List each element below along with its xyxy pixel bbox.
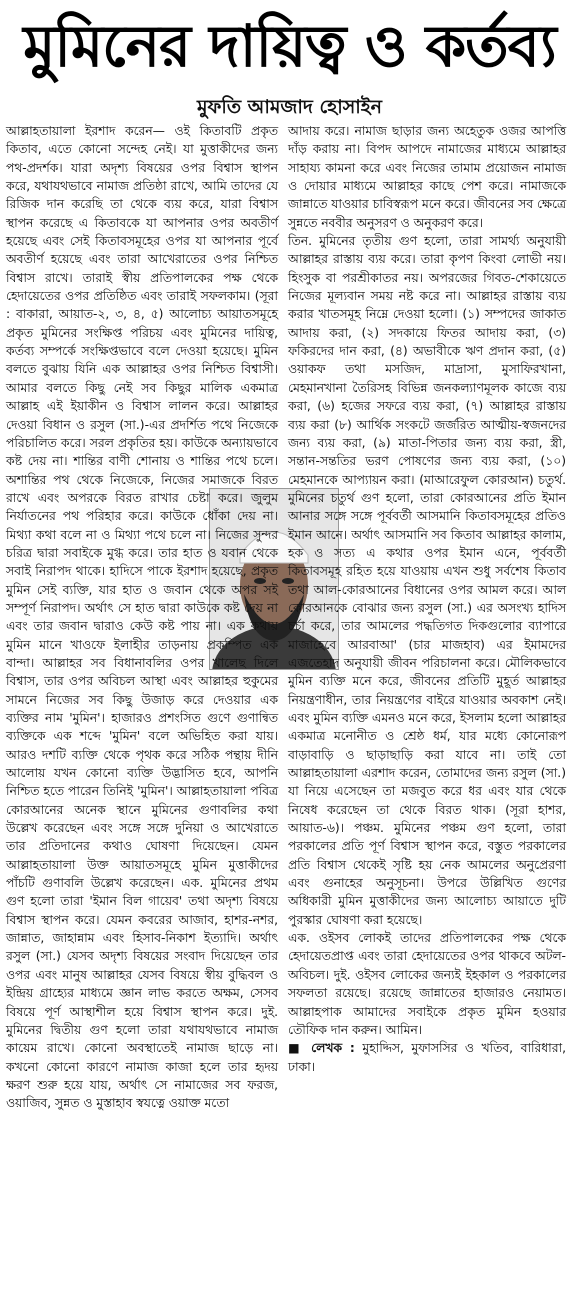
paragraph: তিন. মুমিনের তৃতীয় গুণ হলো, তারা সামর্থ্য অনুযায়ী আল্লাহর রাস্তায় ব্যয় করে। তারা কৃপণ কিংবা লোভী নয়। হিংসুক বা পরশ্রীকাতর নয়। অপরজের গিবত-শেকায়েতে নিজের মূল্যবান সময় নষ্ট করে না। আল্লাহর রাস্তায় ব্যয় করার খাতসমূহ নিম্নে দেওয়া হলো। (১) সম্পদের জাকাত আদায় করা, (২) সদকায়ে ফিতর আদায় করা, (৩) ফকিরদের দান করা, (৪) অভাবীকে ঋণ প্রদান করা, (৫) ওয়াকফ তথা মসজিদ, মাদ্রাসা, মুসাফিরখানা, মেহমানখানা তৈরিসহ বিভিন্ন জনকল্যাণমূলক কাজে ব্যয় করা, (৬) হজের সফরে ব্যয় করা, (৭) আল্লাহর রাস্তায় ব্যয় করা (৮) আর্থিক সংকটে জর্জরিত আত্মীয়-স্বজনদের জন্য ব্যয় করা, (৯) মাতা-পিতার জন্য ব্যয় করা, স্ত্রী, সন্তান-সন্ততির ভরণ পোষণের জন্য ব্যয় করা, (১০) মেহমানকে আপ্যায়ন করা। (মাআরেফুল কোরআন) চতুর্থ. মুমিনের চতুর্থ গুণ হলো, তারা কোরআনের প্রতি ইমান আনার সঙ্গে সঙ্গে পূর্ববর্তী আসমানি কিতাবসমূহের প্রতিও ইমান আনে। অর্থাৎ আসমানি সব কিতাব আল্লাহর কালাম, হক ও সত্য এ কথার ওপর ইমান এনে, পূর্ববর্তী কিতাবসমূহ রহিত হয়ে যাওয়ায় এখন শুধু সর্বশেষ কিতাব তথা আল-কোরআনের বিধানের ওপর আমল করে। আল কোরআনকে বোঝার জন্য রসুল (সা.) এর অসংখ্য হাদিস চর্চা করে, তার আমলের পদ্ধতিগত দিকগুলোর ব্যাপারে মাজাহেবে আরবাআ' (চার মাজহাব) এর ইমামদের এজতেহাদ অনুযায়ী জীবন পরিচালনা করে। মৌলিকভাবে মুমিন ব্যক্তি মনে করে, জীবনের প্রতিটি মুহূর্ত আল্লাহর নিয়ন্ত্রণাধীন, তার নিয়ন্ত্রণের বাইরে যাওয়ার অবকাশ নেই। এবং মুমিন ব্যক্তি এমনও মনে করে, ইসলাম হলো আল্লাহর একমাত্র মনোনীত ও শ্রেষ্ঠ ধর্ম, যার মধ্যে কোনোরূপ বাড়াবাড়ি ও ছাড়াছাড়ি করা যাবে না। তাই তো আল্লাহতায়ালা এরশাদ করেন, তোমাদের জন্য রসুল (সা.) যা নিয়ে এসেছেন তা মজবুত করে ধর এবং যার থেকে নিষেধ করেছেন তা থেকে বিরত থাক। (সূরা হাশর, আয়াত-৬)। পঞ্চম. মুমিনের পঞ্চম গুণ হলো, তারা পরকালের প্রতি পূর্ণ বিশ্বাস স্থাপন করে, বস্তুত পরকালের প্রতি বিশ্বাস থেকেই সৃষ্টি হয় নেক আমলের অনুপ্রেরণা এবং গুনাহের অনুসূচনা। উপরে উল্লিখিত গুণের অধিকারী মুমিন মুত্তাকীদের জন্য আলোচ্য আয়াতে দুটি পুরস্কার ঘোষণা করা হয়েছে। xyxy=(288,234,566,927)
article-column-1 xyxy=(6,122,278,1113)
paragraph: আদায় করে। নামাজ ছাড়ার জন্য অহেতুক ওজর আপত্তি দাঁড় করায় না। বিপদ আপদে নামাজের মাধ্যমে আল্লাহর সাহায্য কামনা করে এবং নিজের তামাম প্রয়োজন নামাজ ও দোয়ার মাধ্যমে আল্লাহর কাছে পেশ করে। নামাজকে জান্নাতে যাওয়ার চাবিস্বরূপ মনে করে। জীবনের সব ক্ষেত্রে সুন্নতে নববীর অনুসরণ ও অনুকরণ করে। xyxy=(288,124,566,230)
article-title: মুমিনের দায়িত্ব ও কর্তব্য xyxy=(23,12,556,80)
writer-desc: মুহাদ্দিস, মুফাসসির ও খতিব, বারিধারা, ঢাকা। xyxy=(288,1041,566,1074)
paragraph: এক. ওইসব লোকই তাদের প্রতিপালকের পক্ষ থেকে হেদায়েতপ্রাপ্ত এবং তারা হেদায়েতের ওপর থাকবে অটল- অবিচল। দুই. ওইসব লোকের জন্যই ইহকাল ও পরকালের সফলতা রয়েছে। রয়েছে জান্নাতের হাজারও নেয়ামত। আল্লাহপাক আমাদের সবাইকে প্রকৃত মুমিন হওয়ার তৌফিক দান করুন। আমিন। xyxy=(288,931,566,1037)
writer-label: ■ লেখক : xyxy=(288,1041,355,1056)
paragraph: আল্লাহতায়ালা ইরশাদ করেন— ওই কিতাবটি প্রকৃত কিতাব, এতে কোনো সন্দেহ নেই। যা মুত্তাকীদের জন্য পথ-প্রদর্শক। যারা অদৃশ্য বিষয়ের ওপর বিশ্বাস স্থাপন করে, যথাযথভাবে নামাজ প্রতিষ্ঠা রাখে, আমি তাদের যে রিজিক দান করেছি তা থেকে ব্যয় করে, যারা বিশ্বাস স্থাপন করেছে এ কিতাবকে যা আপনার ওপর অবতীর্ণ হয়েছে এবং সেই কিতাবসমূহের ওপর যা আপনার পূর্বে অবতীর্ণ হয়েছে এবং তারা আখেরাতের ওপর নিশ্চিত বিশ্বাস রাখে। তারাই স্বীয় প্রতিপালকের পক্ষ থেকে হেদায়েতের ওপর প্রতিষ্ঠিত এবং তারাই সফলকাম। (সূরা : বাকারা, আয়াত-২, ৩, ৪, ৫) আলোচ্য আয়াতসমূহে প্রকৃত মুমিনের সংক্ষিপ্ত পরিচয় এবং মুমিনের দায়িত্ব, কর্তব্য সম্পর্কে সংক্ষিপ্তভাবে বলে দেওয়া হয়েছে। মুমিন বলতে বুঝায় যিনি এক আল্লাহর ওপর নিশ্চিত বিশ্বাসী। আমার বলতে কিছু নেই সব কিছুর মালিক একমাত্র আল্লাহ এই ইয়াকীন ও বিশ্বাস লালন করে। আল্লাহর দেওয়া বিধান ও রসুল (সা.)-এর প্রদর্শিত পথে নিজেকে পরিচালিত করে। সরল প্রকৃতির হয়। কাউকে অন্যায়ভাবে কষ্ট দেয় না। শান্তির বাণী শোনায় ও শান্তির পথে চলে। অশান্তির পথ থেকে নিজেকে, নিজের সমাজকে বিরত রাখে এবং অপরকে বিরত রাখার চেষ্টা করে। জুলুম নির্যাতনের পথ পরিহার করে। কাউকে ধোঁকা দেয় না। মিথ্যা কথা বলে না ও মিথ্যা পথে চলে না। নিজের সুন্দর চরিত্র দ্বারা সবাইকে মুগ্ধ করে। তার হাত ও যবান থেকে সবাই নিরাপদ থাকে। হাদিসে পাকে ইরশাদ হয়েছে, প্রকৃত মুমিন সেই ব্যক্তি, যার হাত ও জবান থেকে অপর সই সম্পূর্ণ নিরাপদ। অর্থাৎ সে হাত দ্বারা কাউকে কষ্ট দেয় না এবং তার জবান দ্বারাও কেউ কষ্ট পায় না। এক কথায় মুমিন মানে খাওফে ইলাহীর তাড়নায় প্রকম্পিত এক বান্দা। আল্লাহর সব বিধানাবলির ওপর খালেছ দিলে বিশ্বাস, তার ওপর অবিচল আস্থা এবং আল্লাহর হুকুমের সামনে নিজের সব কিছু উজাড় করে দেওয়ার এক ব্যক্তির নাম 'মুমিন'। হাজারও প্রশংসিত গুণে গুণান্বিত ব্যক্তিকে এক শব্দে 'মুমিন' বলে অভিহিত করা যায়। আরও দশটি ব্যক্তি থেকে পৃথক করে সঠিক পন্থায় দীনি আলোয় যখন কোনো ব্যক্তি উদ্ভাসিত হবে, আপনি নিশ্চিত হতে পারেন তিনিই 'মুমিন'। আল্লাহতায়ালা পবিত্র কোরআনের অনেক স্থানে মুমিনের গুণাবলির কথা উল্লেখ করেছেন এবং সঙ্গে সঙ্গে দুনিয়া ও আখেরাতে তার প্রতিদানের কথাও ঘোষণা দিয়েছেন। যেমন আল্লাহতায়ালা উক্ত আয়াতসমূহে মুমিন মুত্তাকীদের পাঁচটি গুণাবলি উল্লেখ করেছেন। এক. মুমিনের প্রথম গুণ হলো তারা 'ইমান বিল গায়েব' তথা অদৃশ্য বিষয়ে বিশ্বাস স্থাপন করে। যেমন কবরের আজাব, হাশর-নশর, জান্নাত, জাহান্নাম এবং হিসাব-নিকাশ ইত্যাদি। অর্থাৎ রসুল (সা.) যেসব অদৃশ্য বিষয়ের সংবাদ দিয়েছেন তার ওপর এবং মানুষ আল্লাহর যেসব বিষয়ে স্বীয় বুদ্ধিবল ও ইন্দ্রিয় গ্রাহ্যের মাধ্যমে জ্ঞান লাভ করতে অক্ষম, সেসব বিষয়ে পূর্ণ আস্থাশীল হয়ে বিশ্বাস স্থাপন করে। দুই. মুমিনের দ্বিতীয় গুণ হলো তারা যথাযথভাবে নামাজ কায়েম রাখে। কোনো অবস্থাতেই নামাজ ছাড়ে না। কখনো কোনো কারণে নামাজ কাজা হলে তার হৃদয় ক্ষরণ শুরু হয়ে যায়, অর্থাৎ সে নামাজের সব ফরজ, ওয়াজিব, সুন্নত ও মুস্তাহাব স্বযত্নে ওয়াক্ত মতো xyxy=(6,124,278,1111)
author-name: মুফতি আমজাদ হোসাইন xyxy=(196,96,383,118)
article-column-2 xyxy=(288,122,566,1076)
writer-note xyxy=(288,1039,566,1076)
